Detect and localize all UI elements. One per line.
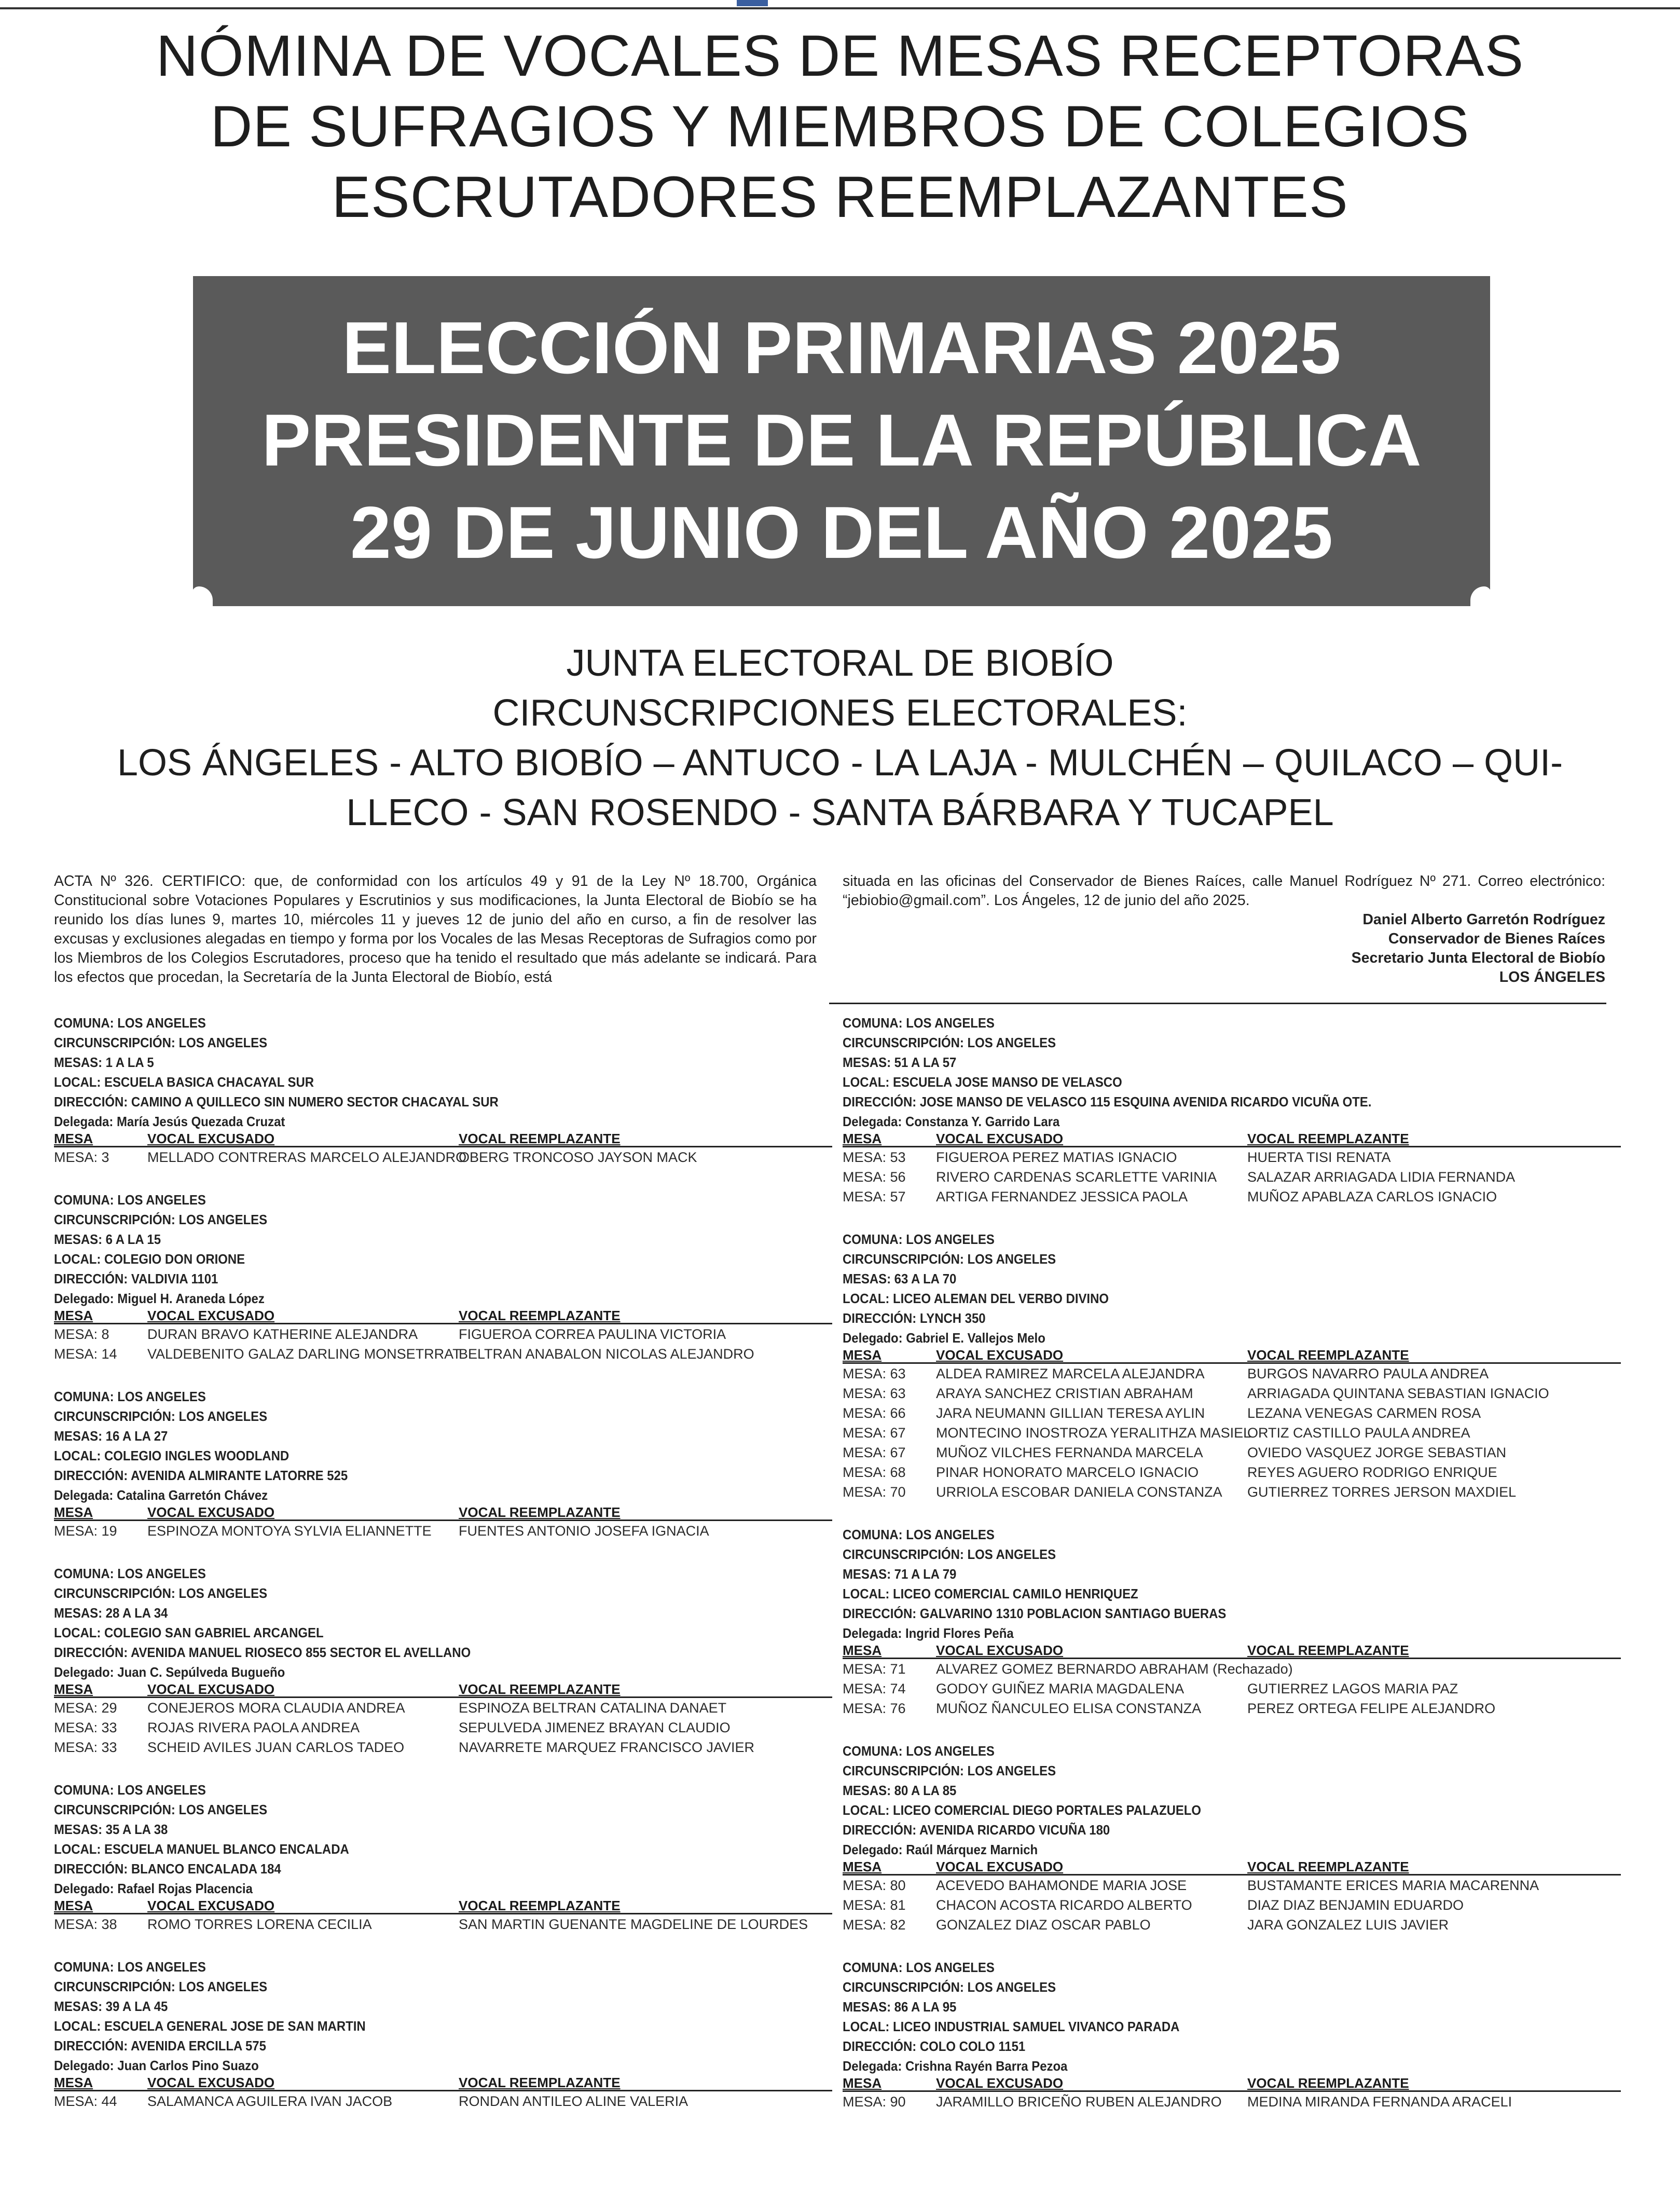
header-vocal-excusado: VOCAL EXCUSADO (936, 1859, 1064, 1874)
cell-vocal-reemplazante: FIGUEROA CORREA PAULINA VICTORIA (459, 1326, 726, 1342)
junta-line: LLECO - SAN ROSENDO - SANTA BÁRBARA Y TUCAPEL (346, 792, 1334, 833)
header-vocal-reemplazante: VOCAL REEMPLAZANTE (459, 2075, 621, 2090)
cell-vocal-reemplazante: BELTRAN ANABALON NICOLAS ALEJANDRO (459, 1346, 754, 1362)
table-header-row (843, 1643, 1621, 1659)
cell-vocal-excusado: MUÑOZ ÑANCULEO ELISA CONSTANZA (936, 1701, 1202, 1716)
header-vocal-reemplazante: VOCAL REEMPLAZANTE (1247, 1131, 1409, 1146)
block-info-line: DIRECCIÓN: GALVARINO 1310 POBLACION SANTIAGO BUERAS (843, 1606, 1227, 1621)
cell-vocal-reemplazante: REYES AGUERO RODRIGO ENRIQUE (1247, 1464, 1497, 1480)
table-header-row (54, 1682, 832, 1698)
block-info-line: Delegado: Juan Carlos Pino Suazo (54, 2058, 259, 2073)
header-vocal-reemplazante: VOCAL REEMPLAZANTE (459, 1308, 621, 1323)
block-info-line: DIRECCIÓN: AVENIDA ALMIRANTE LATORRE 525 (54, 1468, 348, 1483)
title-line: ESCRUTADORES REEMPLAZANTES (332, 165, 1348, 229)
block-info-line: DIRECCIÓN: CAMINO A QUILLECO SIN NUMERO SECTOR CHACAYAL SUR (54, 1094, 499, 1110)
cell-vocal-excusado: ARAYA SANCHEZ CRISTIAN ABRAHAM (936, 1386, 1193, 1401)
block-info-line: COMUNA: LOS ANGELES (54, 1782, 206, 1798)
block-info-line: COMUNA: LOS ANGELES (54, 1959, 206, 1975)
mesa-block (54, 1013, 832, 1167)
table-row (54, 1344, 832, 1364)
table-row (843, 1462, 1621, 1482)
table-row (843, 1443, 1621, 1462)
header-vocal-excusado: VOCAL EXCUSADO (936, 1131, 1064, 1146)
block-info-line: LOCAL: LICEO COMERCIAL DIEGO PORTALES PALAZUELO (843, 1802, 1202, 1818)
header-mesa: MESA (54, 1308, 93, 1323)
header-vocal-reemplazante: VOCAL REEMPLAZANTE (459, 1681, 621, 1697)
table-row (54, 2091, 832, 2111)
table-row (54, 1698, 832, 1718)
block-info-line: CIRCUNSCRIPCIÓN: LOS ANGELES (843, 1763, 1056, 1778)
table-row (54, 1147, 832, 1167)
block-info-line: MESAS: 39 A LA 45 (54, 1999, 168, 2014)
header-vocal-excusado: VOCAL EXCUSADO (147, 1681, 275, 1697)
cell-vocal-reemplazante: GUTIERREZ LAGOS MARIA PAZ (1247, 1681, 1458, 1696)
block-info-line: CIRCUNSCRIPCIÓN: LOS ANGELES (843, 1546, 1056, 1562)
cell-mesa: MESA: 33 (54, 1720, 117, 1735)
table-row (843, 1403, 1621, 1423)
table-row (843, 1384, 1621, 1403)
table-header-row (54, 1898, 832, 1914)
cell-vocal-reemplazante: BUSTAMANTE ERICES MARIA MACARENNA (1247, 1878, 1539, 1893)
header-vocal-excusado: VOCAL EXCUSADO (147, 1898, 275, 1913)
block-info-line: DIRECCIÓN: AVENIDA MANUEL RIOSECO 855 SECTOR EL AVELLANO (54, 1645, 471, 1660)
table-row (843, 1167, 1621, 1187)
banner-line: 29 DE JUNIO DEL AÑO 2025 (350, 491, 1333, 574)
block-info-line: MESAS: 51 A LA 57 (843, 1055, 957, 1070)
cell-mesa: MESA: 19 (54, 1523, 117, 1539)
table-row (54, 1914, 832, 1934)
table-row (843, 1364, 1621, 1384)
block-info-line: DIRECCIÓN: AVENIDA ERCILLA 575 (54, 2038, 266, 2054)
block-info-line: COMUNA: LOS ANGELES (54, 1192, 206, 1208)
cell-vocal-excusado: ACEVEDO BAHAMONDE MARIA JOSE (936, 1878, 1187, 1893)
table-row (54, 1324, 832, 1344)
table-row (843, 2092, 1621, 2112)
cell-vocal-excusado: CHACON ACOSTA RICARDO ALBERTO (936, 1897, 1192, 1913)
cell-vocal-excusado: ARTIGA FERNANDEZ JESSICA PAOLA (936, 1189, 1188, 1204)
cell-vocal-excusado: MELLADO CONTRERAS MARCELO ALEJANDRO (147, 1149, 467, 1165)
block-info-line: Delegado: Juan C. Sepúlveda Bugueño (54, 1664, 285, 1680)
block-info-line: Delegado: Raúl Márquez Marnich (843, 1842, 1038, 1857)
cell-vocal-reemplazante: RONDAN ANTILEO ALINE VALERIA (459, 2093, 688, 2109)
cell-vocal-reemplazante: SALAZAR ARRIAGADA LIDIA FERNANDA (1247, 1169, 1516, 1185)
cell-vocal-excusado: MUÑOZ VILCHES FERNANDA MARCELA (936, 1445, 1203, 1460)
table-row (843, 1679, 1621, 1699)
block-info-line: DIRECCIÓN: JOSE MANSO DE VELASCO 115 ESQUINA AVENIDA RICARDO VICUÑA OTE. (843, 1094, 1372, 1110)
cell-vocal-reemplazante: ARRIAGADA QUINTANA SEBASTIAN IGNACIO (1247, 1386, 1549, 1401)
cell-vocal-excusado: JARA NEUMANN GILLIAN TERESA AYLIN (936, 1405, 1205, 1421)
mesa-block (54, 1190, 832, 1364)
masthead-fragment (737, 0, 768, 6)
table-header-row (54, 1505, 832, 1521)
block-info-line: LOCAL: LICEO ALEMAN DEL VERBO DIVINO (843, 1291, 1109, 1306)
table-row (843, 1659, 1621, 1679)
signature-line: Conservador de Bienes Raíces (1388, 930, 1605, 947)
header-vocal-excusado: VOCAL EXCUSADO (147, 1131, 275, 1146)
mesa-block (843, 1525, 1621, 1718)
table-row (843, 1147, 1621, 1167)
block-info-line: MESAS: 6 A LA 15 (54, 1231, 161, 1247)
block-info-line: Delegado: Gabriel E. Vallejos Melo (843, 1330, 1045, 1346)
header-mesa: MESA (843, 1859, 882, 1874)
table-row (843, 1423, 1621, 1443)
table-row (54, 1718, 832, 1737)
cell-mesa: MESA: 81 (843, 1897, 906, 1913)
cell-vocal-excusado: RIVERO CARDENAS SCARLETTE VARINIA (936, 1169, 1217, 1185)
header-mesa: MESA (54, 1898, 93, 1913)
header-vocal-excusado: VOCAL EXCUSADO (936, 1347, 1064, 1363)
block-info-line: LOCAL: ESCUELA BASICA CHACAYAL SUR (54, 1074, 314, 1090)
block-info-line: CIRCUNSCRIPCIÓN: LOS ANGELES (843, 1251, 1056, 1267)
header-mesa: MESA (54, 1504, 93, 1520)
left-column (54, 1013, 832, 2134)
cell-vocal-excusado: CONEJEROS MORA CLAUDIA ANDREA (147, 1700, 405, 1716)
mesa-block (843, 1013, 1621, 1207)
block-info-line: CIRCUNSCRIPCIÓN: LOS ANGELES (54, 1585, 268, 1601)
title-line: DE SUFRAGIOS Y MIEMBROS DE COLEGIOS (210, 94, 1470, 159)
header-vocal-reemplazante: VOCAL REEMPLAZANTE (459, 1131, 621, 1146)
header-vocal-reemplazante: VOCAL REEMPLAZANTE (459, 1898, 621, 1913)
header-mesa: MESA (54, 2075, 93, 2090)
cell-vocal-reemplazante: DIAZ DIAZ BENJAMIN EDUARDO (1247, 1897, 1464, 1913)
block-info-line: MESAS: 35 A LA 38 (54, 1822, 168, 1837)
block-info-line: MESAS: 16 A LA 27 (54, 1428, 168, 1444)
cell-vocal-excusado: MONTECINO INOSTROZA YERALITHZA MASIEL (936, 1425, 1251, 1441)
header-vocal-reemplazante: VOCAL REEMPLAZANTE (1247, 1642, 1409, 1658)
junta-line: CIRCUNSCRIPCIONES ELECTORALES: (492, 692, 1188, 734)
block-info-line: CIRCUNSCRIPCIÓN: LOS ANGELES (54, 1408, 268, 1424)
cell-mesa: MESA: 67 (843, 1445, 906, 1460)
block-info-line: COMUNA: LOS ANGELES (54, 1566, 206, 1581)
table-header-row (54, 1308, 832, 1324)
header-vocal-excusado: VOCAL EXCUSADO (147, 1308, 275, 1323)
block-info-line: COMUNA: LOS ANGELES (843, 1231, 995, 1247)
junta-line: JUNTA ELECTORAL DE BIOBÍO (566, 642, 1114, 684)
cell-mesa: MESA: 66 (843, 1405, 906, 1421)
cell-vocal-excusado: URRIOLA ESCOBAR DANIELA CONSTANZA (936, 1484, 1222, 1500)
mesa-block (54, 1780, 832, 1934)
block-info-line: LOCAL: ESCUELA GENERAL JOSE DE SAN MARTIN (54, 2018, 366, 2034)
header-vocal-excusado: VOCAL EXCUSADO (936, 2075, 1064, 2091)
cell-mesa: MESA: 57 (843, 1189, 906, 1204)
mesa-block (843, 1741, 1621, 1935)
block-info-line: Delegada: Catalina Garretón Chávez (54, 1487, 268, 1503)
cell-vocal-reemplazante: NAVARRETE MARQUEZ FRANCISCO JAVIER (459, 1740, 755, 1755)
cell-vocal-excusado: ROJAS RIVERA PAOLA ANDREA (147, 1720, 360, 1735)
election-banner (193, 276, 1490, 606)
cell-mesa: MESA: 56 (843, 1169, 906, 1185)
right-column (843, 1013, 1621, 2134)
cell-vocal-reemplazante: FUENTES ANTONIO JOSEFA IGNACIA (459, 1523, 709, 1539)
cell-mesa: MESA: 74 (843, 1681, 906, 1696)
cell-mesa: MESA: 80 (843, 1878, 906, 1893)
header-mesa: MESA (843, 2075, 882, 2091)
block-info-line: LOCAL: LICEO COMERCIAL CAMILO HENRIQUEZ (843, 1586, 1138, 1602)
block-info-line: COMUNA: LOS ANGELES (843, 1015, 995, 1031)
banner-line: ELECCIÓN PRIMARIAS 2025 (342, 307, 1341, 389)
cell-mesa: MESA: 71 (843, 1661, 906, 1677)
block-info-line: Delegada: Constanza Y. Garrido Lara (843, 1114, 1060, 1129)
header-mesa: MESA (54, 1681, 93, 1697)
block-info-line: LOCAL: COLEGIO SAN GABRIEL ARCANGEL (54, 1625, 324, 1640)
cell-mesa: MESA: 38 (54, 1917, 117, 1932)
mesa-block (54, 1387, 832, 1541)
table-header-row (843, 1348, 1621, 1364)
header-mesa: MESA (843, 1347, 882, 1363)
cell-vocal-reemplazante: BURGOS NAVARRO PAULA ANDREA (1247, 1366, 1489, 1381)
cell-vocal-reemplazante: MUÑOZ APABLAZA CARLOS IGNACIO (1247, 1189, 1497, 1204)
block-info-line: DIRECCIÓN: VALDIVIA 1101 (54, 1271, 218, 1286)
table-row (54, 1737, 832, 1757)
block-info-line: Delegada: Ingrid Flores Peña (843, 1625, 1014, 1641)
block-info-line: MESAS: 28 A LA 34 (54, 1605, 168, 1621)
cell-vocal-excusado: SALAMANCA AGUILERA IVAN JACOB (147, 2093, 393, 2109)
cell-vocal-reemplazante: JARA GONZALEZ LUIS JAVIER (1247, 1917, 1449, 1933)
table-header-row (54, 1131, 832, 1147)
cell-vocal-excusado: ROMO TORRES LORENA CECILIA (147, 1917, 372, 1932)
block-info-line: Delegado: Rafael Rojas Placencia (54, 1881, 253, 1896)
top-rule (0, 7, 1680, 9)
block-info-line: MESAS: 63 A LA 70 (843, 1271, 957, 1286)
cell-vocal-excusado: DURAN BRAVO KATHERINE ALEJANDRA (147, 1326, 418, 1342)
block-info-line: Delegado: Miguel H. Araneda López (54, 1291, 265, 1306)
block-info-line: Delegada: Crishna Rayén Barra Pezoa (843, 2058, 1068, 2074)
cell-vocal-reemplazante: OVIEDO VASQUEZ JORGE SEBASTIAN (1247, 1445, 1507, 1460)
signature-line: LOS ÁNGELES (1499, 969, 1605, 986)
acta-text-continuation: situada en las oficinas del Conservador de Bienes Raíces, calle Manuel Rodríguez Nº 271. Correo electrónico: “jebiobio@gmail.com”. Los Ángeles, 12 de junio del año 2025. (843, 873, 1605, 909)
cell-vocal-excusado: SCHEID AVILES JUAN CARLOS TADEO (147, 1740, 405, 1755)
block-info-line: DIRECCIÓN: BLANCO ENCALADA 184 (54, 1861, 281, 1877)
block-info-line: COMUNA: LOS ANGELES (843, 1960, 995, 1975)
block-info-line: MESAS: 1 A LA 5 (54, 1055, 154, 1070)
mesa-block (843, 1958, 1621, 2112)
block-info-line: COMUNA: LOS ANGELES (54, 1389, 206, 1404)
block-info-line: LOCAL: ESCUELA MANUEL BLANCO ENCALADA (54, 1841, 349, 1857)
cell-vocal-reemplazante: MEDINA MIRANDA FERNANDA ARACELI (1247, 2094, 1512, 2110)
block-info-line: MESAS: 86 A LA 95 (843, 1999, 957, 2015)
cell-vocal-reemplazante: HUERTA TISI RENATA (1247, 1149, 1391, 1165)
cell-vocal-excusado: ALDEA RAMIREZ MARCELA ALEJANDRA (936, 1366, 1205, 1381)
title-line: NÓMINA DE VOCALES DE MESAS RECEPTORAS (156, 23, 1524, 88)
cell-vocal-reemplazante: PEREZ ORTEGA FELIPE ALEJANDRO (1247, 1701, 1496, 1716)
cell-vocal-reemplazante (1247, 1659, 1610, 1679)
cell-mesa: MESA: 70 (843, 1484, 906, 1500)
cell-mesa: MESA: 33 (54, 1740, 117, 1755)
table-row (843, 1482, 1621, 1502)
cell-mesa: MESA: 67 (843, 1425, 906, 1441)
block-info-line: LOCAL: ESCUELA JOSE MANSO DE VELASCO (843, 1074, 1122, 1090)
header-vocal-reemplazante: VOCAL REEMPLAZANTE (459, 1504, 621, 1520)
cell-vocal-reemplazante: OBERG TRONCOSO JAYSON MACK (459, 1149, 697, 1165)
block-info-line: LOCAL: COLEGIO INGLES WOODLAND (54, 1448, 290, 1463)
table-row (54, 1521, 832, 1541)
section-divider (829, 1003, 1606, 1004)
mesa-block (54, 1564, 832, 1757)
cell-mesa: MESA: 53 (843, 1149, 906, 1165)
header-mesa: MESA (54, 1131, 93, 1146)
cell-mesa: MESA: 90 (843, 2094, 906, 2110)
header-vocal-reemplazante: VOCAL REEMPLAZANTE (1247, 1859, 1409, 1874)
junta-line: LOS ÁNGELES - ALTO BIOBÍO – ANTUCO - LA LAJA - MULCHÉN – QUILACO – QUI- (117, 742, 1563, 784)
table-header-row (843, 1131, 1621, 1147)
cell-vocal-reemplazante: GUTIERREZ TORRES JERSON MAXDIEL (1247, 1484, 1517, 1500)
cell-mesa: MESA: 8 (54, 1326, 109, 1342)
block-info-line: COMUNA: LOS ANGELES (54, 1015, 206, 1031)
header-mesa: MESA (843, 1642, 882, 1658)
signature-line: Daniel Alberto Garretón Rodríguez (1362, 911, 1605, 928)
table-header-row (54, 2075, 832, 2091)
cell-vocal-excusado: GODOY GUIÑEZ MARIA MAGDALENA (936, 1681, 1185, 1696)
header-vocal-excusado: VOCAL EXCUSADO (936, 1642, 1064, 1658)
block-info-line: CIRCUNSCRIPCIÓN: LOS ANGELES (54, 1979, 268, 1994)
acta-text-left: ACTA Nº 326. CERTIFICO: que, de conformidad con los artículos 49 y 91 de la Ley Nº 18.700, Orgánica Constitucional sobre Votaciones Populares y Escrutinios y sus modificaciones, la Junta Electoral de Biobío se ha reunido los días lunes 9, martes 10, miércoles 11 y jueves 12 de junio del año en curso, a fin de resolver las excusas y exclusiones alegadas en tiempo y forma por los Vocales de las Mesas Receptoras de Sufragios como por los Miembros de los Colegios Escrutadores, proceso que ha tenido el resultado que más adelante se indicará. Para los efectos que procedan, la Secretaría de la Junta Electoral de Biobío, está (54, 873, 817, 986)
cell-mesa: MESA: 14 (54, 1346, 117, 1362)
cell-vocal-reemplazante: SAN MARTIN GUENANTE MAGDELINE DE LOURDES (459, 1917, 808, 1932)
table-row (843, 1895, 1621, 1915)
cell-vocal-excusado: ALVAREZ GOMEZ BERNARDO ABRAHAM (Rechazado) (936, 1661, 1293, 1677)
header-vocal-excusado: VOCAL EXCUSADO (147, 2075, 275, 2090)
block-info-line: DIRECCIÓN: LYNCH 350 (843, 1310, 986, 1326)
cell-vocal-excusado: GONZALEZ DIAZ OSCAR PABLO (936, 1917, 1151, 1933)
acta-text-right (843, 872, 1605, 987)
block-info-line: MESAS: 80 A LA 85 (843, 1783, 957, 1798)
cell-vocal-excusado: FIGUEROA PEREZ MATIAS IGNACIO (936, 1149, 1177, 1165)
cell-mesa: MESA: 63 (843, 1386, 906, 1401)
cell-mesa: MESA: 82 (843, 1917, 906, 1933)
block-info-line: COMUNA: LOS ANGELES (843, 1527, 995, 1542)
signature-line: Secretario Junta Electoral de Biobío (1351, 950, 1605, 966)
cell-mesa: MESA: 63 (843, 1366, 906, 1381)
cell-vocal-reemplazante: ORTIZ CASTILLO PAULA ANDREA (1247, 1425, 1470, 1441)
cell-vocal-reemplazante: ESPINOZA BELTRAN CATALINA DANAET (459, 1700, 727, 1716)
block-info-line: MESAS: 71 A LA 79 (843, 1566, 957, 1582)
table-header-row (843, 1859, 1621, 1876)
table-row (843, 1699, 1621, 1718)
cell-vocal-excusado: VALDEBENITO GALAZ DARLING MONSETRRAT (147, 1346, 461, 1362)
block-info-line: CIRCUNSCRIPCIÓN: LOS ANGELES (843, 1035, 1056, 1050)
cell-mesa: MESA: 3 (54, 1149, 109, 1165)
cell-mesa: MESA: 76 (843, 1701, 906, 1716)
table-header-row (843, 2076, 1621, 2092)
block-info-line: LOCAL: LICEO INDUSTRIAL SAMUEL VIVANCO PARADA (843, 2019, 1180, 2034)
cell-mesa: MESA: 68 (843, 1464, 906, 1480)
cell-vocal-excusado: JARAMILLO BRICEÑO RUBEN ALEJANDRO (936, 2094, 1222, 2110)
banner-line: PRESIDENTE DE LA REPÚBLICA (261, 399, 1422, 482)
block-info-line: CIRCUNSCRIPCIÓN: LOS ANGELES (843, 1979, 1056, 1995)
block-info-line: Delegada: María Jesús Quezada Cruzat (54, 1114, 285, 1129)
cell-vocal-reemplazante: SEPULVEDA JIMENEZ BRAYAN CLAUDIO (459, 1720, 731, 1735)
header-vocal-reemplazante: VOCAL REEMPLAZANTE (1247, 1347, 1409, 1363)
block-info-line: DIRECCIÓN: AVENIDA RICARDO VICUÑA 180 (843, 1822, 1110, 1838)
cell-vocal-excusado: PINAR HONORATO MARCELO IGNACIO (936, 1464, 1199, 1480)
header-mesa: MESA (843, 1131, 882, 1146)
cell-vocal-excusado: ESPINOZA MONTOYA SYLVIA ELIANNETTE (147, 1523, 432, 1539)
table-row (843, 1187, 1621, 1207)
page-title (0, 21, 1680, 232)
block-info-line: CIRCUNSCRIPCIÓN: LOS ANGELES (54, 1802, 268, 1817)
cell-mesa: MESA: 44 (54, 2093, 117, 2109)
mesa-block (843, 1229, 1621, 1502)
block-info-line: CIRCUNSCRIPCIÓN: LOS ANGELES (54, 1212, 268, 1227)
header-vocal-excusado: VOCAL EXCUSADO (147, 1504, 275, 1520)
block-info-line: DIRECCIÓN: COLO COLO 1151 (843, 2038, 1026, 2054)
junta-heading (0, 638, 1680, 838)
cell-mesa: MESA: 29 (54, 1700, 117, 1716)
mesa-block (54, 1957, 832, 2111)
table-row (843, 1876, 1621, 1895)
header-vocal-reemplazante: VOCAL REEMPLAZANTE (1247, 2075, 1409, 2091)
cell-vocal-reemplazante: LEZANA VENEGAS CARMEN ROSA (1247, 1405, 1481, 1421)
block-info-line: CIRCUNSCRIPCIÓN: LOS ANGELES (54, 1035, 268, 1050)
table-row (843, 1915, 1621, 1935)
signature-block (843, 910, 1605, 987)
block-info-line: LOCAL: COLEGIO DON ORIONE (54, 1251, 245, 1267)
block-info-line: COMUNA: LOS ANGELES (843, 1743, 995, 1759)
